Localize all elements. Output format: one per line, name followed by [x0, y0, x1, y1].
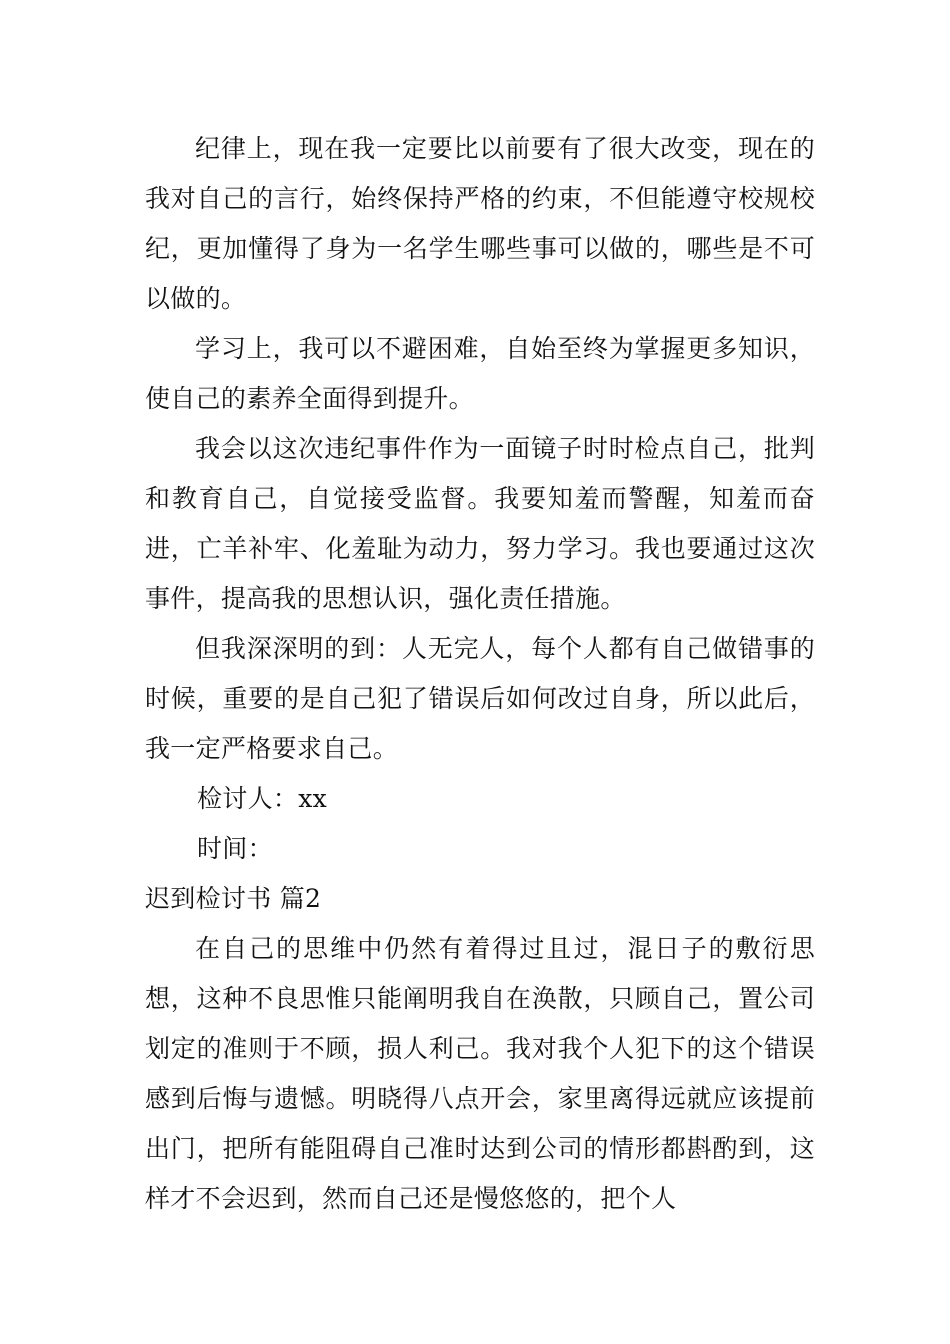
- signature-author: 检讨人：xx: [197, 784, 327, 813]
- section-heading: 迟到检讨书 篇2: [145, 884, 322, 913]
- paragraph-study: 学习上，我可以不避困难，自始至终为掌握更多知识，使自己的素养全面得到提升。: [145, 334, 815, 413]
- signature-time: 时间：: [197, 834, 273, 863]
- paragraph-mirror: 我会以这次违纪事件作为一面镜子时时检点自己，批判和教育自己，自觉接受监督。我要知羞而警醒，知羞而奋进，亡羊补牢、化羞耻为动力，努力学习。我也要通过这次事件，提高我的思想认识，强化责任措施。: [145, 434, 815, 613]
- paragraph-late: 在自己的思维中仍然有着得过且过，混日子的敷衍思想，这种不良思惟只能阐明我自在涣散，只顾自己，置公司划定的准则于不顾，损人利己。我对我个人犯下的这个错误感到后悔与遗憾。明晓得八点开会，家里离得远就应该提前出门，把所有能阻碍自己准时达到公司的情形都斟酌到，这样才不会迟到，然而自己还是慢悠悠的，把个人: [145, 934, 815, 1213]
- paragraph-resolution: 但我深深明的到：人无完人，每个人都有自己做错事的时候，重要的是自己犯了错误后如何改过自身，所以此后，我一定严格要求自己。: [145, 634, 815, 763]
- document-body: [145, 124, 815, 1224]
- paragraph-discipline: 纪律上，现在我一定要比以前要有了很大改变，现在的我对自己的言行，始终保持严格的约束，不但能遵守校规校纪，更加懂得了身为一名学生哪些事可以做的，哪些是不可以做的。: [145, 134, 815, 313]
